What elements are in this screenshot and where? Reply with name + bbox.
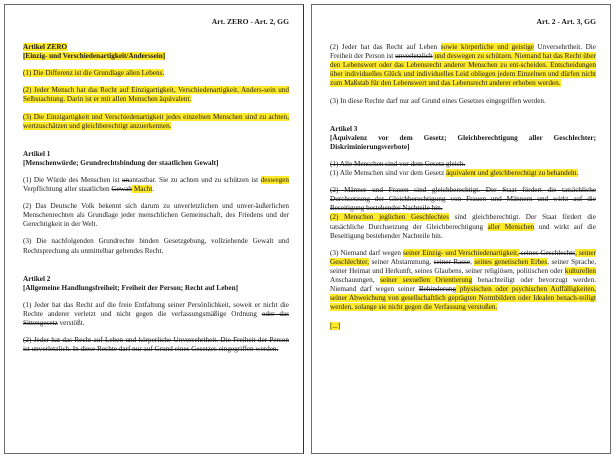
left-page xyxy=(4,4,304,454)
article-title: Artikel 1 xyxy=(23,149,51,158)
paragraph: (2) Jeder hat das Recht auf Leben sowie körperliche und geistige Unversehrtheit. Die Freiheit der Person ist unverletzlich und deswegen zu schützen. Niemand hat das Recht über den Lebenswert oder das Lebensrecht anderer Menschen zu ent-scheiden. Entscheidungen über individuelles Glück und individuelles Leid obliegen jedem Einzelnen und dürfen nicht zum Maßstab für den Lebenswert und das Lebensrecht anderer erhoben werden. xyxy=(330,43,597,88)
page-header: Art. ZERO - Art. 2, GG xyxy=(211,17,289,26)
article-subtitle: [Allgemeine Handlungsfreiheit; Freiheit der Person; Recht auf Leben] xyxy=(23,283,238,292)
article-title: Artikel ZERO xyxy=(23,43,68,52)
paragraph: (2) Menschen jeglichen Geschlechtes sind gleichberechtigt. Der Staat fördert die tatsächliche Durchsetzung der Gleichberechtigung aller Menschen und wirkt auf die Beseitigung bestehender Nachteile hin. xyxy=(330,213,596,240)
paragraph: (3) Niemand darf wegen seiner Einzig- und Verschiedenartigkeit, seines Geschlechts, seiner Geschlechter, seiner Abstammung, seiner Rasse, seines genetischen Erbes, seiner Sprache, seiner Heimat und Herkunft, seines Glaubens, seiner religiösen, politischen oder kulturellen Anschauungen, seiner sexuellen Orientierung benachteiligt oder bevorzugt werden. Niemand darf wegen seiner Behinderung physischen oder psychischen Auffälligkeiten, seiner Abweichung von gesellschaftlich geprägten Normbildern oder Idealen benach-teiligt werden, solange sie nicht gegen die Verfassung verstoßen. xyxy=(330,248,597,312)
paragraph: (1) Die Würde des Menschen ist unantastbar. Sie zu achten und zu schützen ist deswegen Verpflichtung aller staatlichen Gewalt Macht. xyxy=(23,175,289,194)
paragraph: (2) Jeder hat das Recht auf Leben und körperliche Unversehrtheit. Die Freiheit der Person ist unverletzlich. In diese Rechte darf nur auf Grund eines Gesetzes eingegriffen werden. xyxy=(23,336,289,354)
paragraph: (3) In diese Rechte darf nur auf Grund eines Gesetzes eingegriffen werden. xyxy=(330,96,546,105)
article-zero xyxy=(23,43,289,131)
article-subtitle: [Einzig- und Verschiedenartigkeit/Anderssein] xyxy=(23,52,166,61)
article-1 xyxy=(23,150,289,256)
paragraph: (1) Die Differenz ist die Grundlage allen Lebens. xyxy=(23,69,165,78)
paragraph: (3) Die nachfolgenden Grundrechte binden Gesetzgebung, vollziehende Gewalt und Rechtsprechung als unmittelbar geltendes Recht. xyxy=(23,237,289,255)
article-title: Artikel 3 xyxy=(330,124,358,133)
paragraph: (1) Alle Menschen sind vor dem Gesetz äquivalent und gleichberechtigt zu behandeln. xyxy=(330,169,579,178)
paragraph: (2) Jeder Mensch hat das Recht auf Einzigartigkeit, Verschiedenartigkeit, Anders-sein und Selbstachtung. Darin ist er mit allen Menschen äquivalent. xyxy=(23,86,289,104)
article-subtitle: [Äquivalenz vor dem Gesetz; Gleichberechtigung aller Geschlechter; Diskriminierungsverbote] xyxy=(330,133,596,151)
article-2 xyxy=(23,275,289,355)
page-header: Art. 2 - Art. 3, GG xyxy=(536,17,596,26)
paragraph: (1) Alle Menschen sind vor dem Gesetz gleich. xyxy=(330,159,466,168)
article-subtitle: [Menschenwürde; Grundrechtsbindung der staatlichen Gewalt] xyxy=(23,158,219,167)
right-page xyxy=(311,4,611,454)
article-3 xyxy=(330,125,596,332)
paragraph: (1) Jeder hat das Recht auf die freie Entfaltung seiner Persönlichkeit, soweit er nicht die Rechte anderer verletzt und nicht gegen die verfassungsmäßige Ordnung oder das Sittengesetz verstößt. xyxy=(23,300,289,327)
paragraph: (2) Das Deutsche Volk bekennt sich darum zu unverletzlichen und unver-äußerlichen Menschenrechten als Grundlage jeder menschlichen Gemeinschaft, des Friedens und der Gerechtigkeit in der Welt. xyxy=(23,202,289,229)
paragraph: (2) Männer und Frauen sind gleichberechtigt. Der Staat fördert die tatsächliche Durchsetzung der Gleichberechtigung von Frauen und Männern und wirkt auf die Beseitigung bestehender Nachteile hin. xyxy=(330,186,596,213)
ellipsis-marker: [...] xyxy=(330,322,341,331)
paragraph: (3) Die Einzigartigkeit und Verschiedenartigkeit jedes einzelnen Menschen sind zu achten, wertzuschätzen und gleichberechtigt anzuerkennen. xyxy=(23,112,289,130)
article-title: Artikel 2 xyxy=(23,274,51,283)
